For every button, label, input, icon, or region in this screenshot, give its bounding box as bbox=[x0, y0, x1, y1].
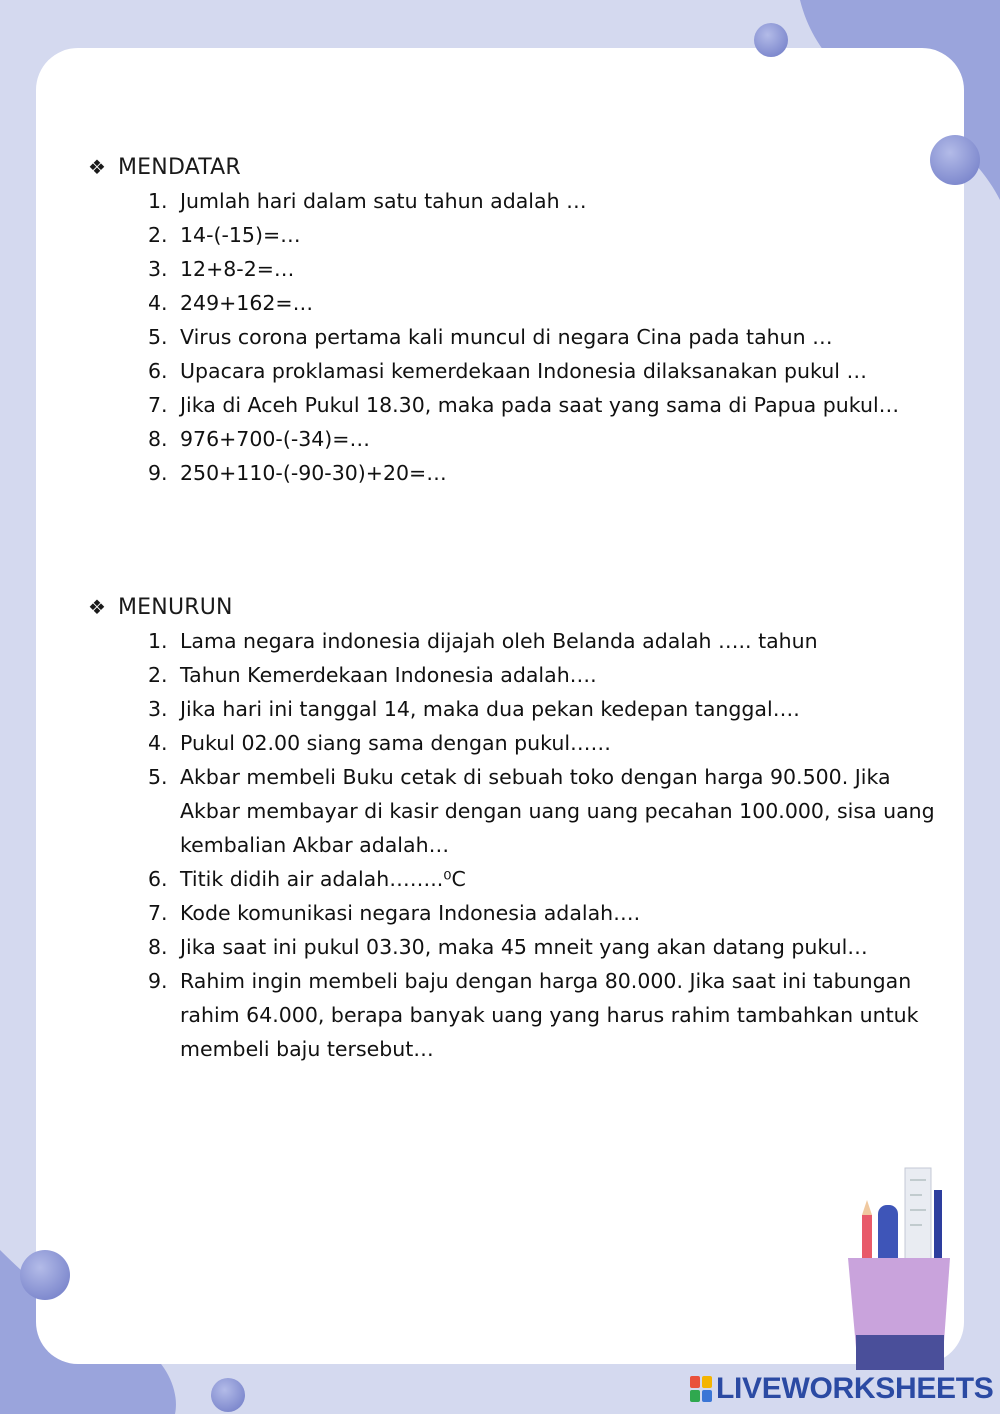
item-number: 1. bbox=[148, 189, 168, 213]
item-number: 9. bbox=[148, 461, 168, 485]
section-title-text: MENDATAR bbox=[118, 154, 241, 180]
item-number: 5. bbox=[148, 765, 168, 789]
item-text: Jika saat ini pukul 03.30, maka 45 mneit yang akan datang pukul… bbox=[180, 935, 868, 959]
liveworksheets-logo-icon bbox=[690, 1376, 712, 1402]
decor-ball-left bbox=[20, 1250, 70, 1300]
list-item bbox=[148, 320, 948, 354]
list-item bbox=[148, 286, 948, 320]
item-number: 4. bbox=[148, 291, 168, 315]
list-item bbox=[148, 252, 948, 286]
logo-text: LIVEWORKSHEETS bbox=[716, 1372, 994, 1405]
section-mendatar bbox=[88, 150, 948, 490]
item-number: 3. bbox=[148, 257, 168, 281]
item-number: 6. bbox=[148, 867, 168, 891]
item-text: Tahun Kemerdekaan Indonesia adalah…. bbox=[180, 663, 597, 687]
section-title bbox=[88, 150, 948, 184]
item-number: 5. bbox=[148, 325, 168, 349]
list-item bbox=[148, 760, 948, 862]
item-text: 250+110-(-90-30)+20=… bbox=[180, 461, 447, 485]
list-item bbox=[148, 964, 948, 1066]
item-text: Jika di Aceh Pukul 18.30, maka pada saat yang sama di Papua pukul… bbox=[180, 393, 900, 417]
item-number: 1. bbox=[148, 629, 168, 653]
item-number: 3. bbox=[148, 697, 168, 721]
item-number: 8. bbox=[148, 427, 168, 451]
item-text: Jumlah hari dalam satu tahun adalah … bbox=[180, 189, 587, 213]
section-title-text: MENURUN bbox=[118, 594, 233, 620]
item-number: 2. bbox=[148, 663, 168, 687]
list-item bbox=[148, 896, 948, 930]
item-number: 6. bbox=[148, 359, 168, 383]
list-item bbox=[148, 456, 948, 490]
item-number: 4. bbox=[148, 731, 168, 755]
item-text: Virus corona pertama kali muncul di negara Cina pada tahun … bbox=[180, 325, 833, 349]
liveworksheets-logo[interactable] bbox=[690, 1372, 994, 1406]
question-list bbox=[88, 624, 948, 1066]
item-text: 14-(-15)=… bbox=[180, 223, 301, 247]
item-text: 12+8-2=… bbox=[180, 257, 295, 281]
section-menurun bbox=[88, 590, 948, 1066]
list-item bbox=[148, 422, 948, 456]
list-item bbox=[148, 930, 948, 964]
list-item bbox=[148, 388, 948, 422]
list-item bbox=[148, 184, 948, 218]
list-item bbox=[148, 624, 948, 658]
list-item bbox=[148, 354, 948, 388]
item-number: 7. bbox=[148, 393, 168, 417]
diamond-bullet-icon: ❖ bbox=[88, 595, 107, 619]
decor-ball-top bbox=[754, 23, 788, 57]
section-title bbox=[88, 590, 948, 624]
list-item bbox=[148, 658, 948, 692]
item-text: 249+162=… bbox=[180, 291, 314, 315]
item-text: Rahim ingin membeli baju dengan harga 80.000. Jika saat ini tabungan rahim 64.000, berapa banyak uang yang harus rahim tambahkan untuk membeli baju tersebut… bbox=[180, 969, 919, 1061]
item-number: 9. bbox=[148, 969, 168, 993]
diamond-bullet-icon: ❖ bbox=[88, 155, 107, 179]
item-text: 976+700-(-34)=… bbox=[180, 427, 370, 451]
item-number: 7. bbox=[148, 901, 168, 925]
item-text: Jika hari ini tanggal 14, maka dua pekan kedepan tanggal…. bbox=[180, 697, 800, 721]
list-item bbox=[148, 218, 948, 252]
item-text: Lama negara indonesia dijajah oleh Belanda adalah ….. tahun bbox=[180, 629, 818, 653]
decor-ball-bottom bbox=[211, 1378, 245, 1412]
item-text: Kode komunikasi negara Indonesia adalah…. bbox=[180, 901, 641, 925]
item-text: Upacara proklamasi kemerdekaan Indonesia dilaksanakan pukul … bbox=[180, 359, 868, 383]
pencil-cup-icon bbox=[848, 1168, 950, 1370]
item-text: Akbar membeli Buku cetak di sebuah toko dengan harga 90.500. Jika Akbar membayar di kasir dengan uang uang pecahan 100.000, sisa uang kembalian Akbar adalah… bbox=[180, 765, 935, 857]
list-item bbox=[148, 692, 948, 726]
list-item bbox=[148, 862, 948, 896]
item-text: Pukul 02.00 siang sama dengan pukul…… bbox=[180, 731, 612, 755]
item-number: 2. bbox=[148, 223, 168, 247]
item-text: Titik didih air adalah……..⁰C bbox=[180, 867, 466, 891]
item-number: 8. bbox=[148, 935, 168, 959]
question-list bbox=[88, 184, 948, 490]
list-item bbox=[148, 726, 948, 760]
